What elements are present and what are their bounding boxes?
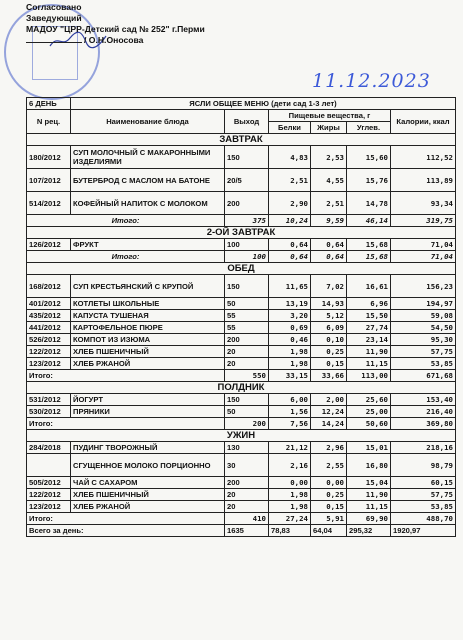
recipe-number: 180/2012 xyxy=(27,146,71,169)
fats-value: 0,25 xyxy=(311,346,347,358)
calories-value: 112,52 xyxy=(391,146,456,169)
calories-value: 153,40 xyxy=(391,394,456,406)
grand-total-output: 1635 xyxy=(225,525,269,537)
menu-table xyxy=(26,97,456,537)
col-output: Выход xyxy=(225,110,269,134)
total-fats: 14,24 xyxy=(311,418,347,430)
proteins-value: 1,56 xyxy=(269,406,311,418)
calories-value: 194,97 xyxy=(391,298,456,310)
dish-name: ФРУКТ xyxy=(71,239,225,251)
dish-name: КАПУСТА ТУШЕНАЯ xyxy=(71,310,225,322)
header-row xyxy=(27,110,456,122)
proteins-value: 3,20 xyxy=(269,310,311,322)
menu-row xyxy=(27,394,456,406)
calories-value: 95,30 xyxy=(391,334,456,346)
fats-value: 6,09 xyxy=(311,322,347,334)
total-output: 550 xyxy=(225,370,269,382)
carbs-value: 16,80 xyxy=(347,454,391,477)
menu-row xyxy=(27,239,456,251)
total-proteins: 0,64 xyxy=(269,251,311,263)
total-carbs: 15,68 xyxy=(347,251,391,263)
proteins-value: 1,98 xyxy=(269,358,311,370)
dish-name: ХЛЕБ РЖАНОЙ xyxy=(71,358,225,370)
proteins-value: 2,16 xyxy=(269,454,311,477)
dish-output: 50 xyxy=(225,406,269,418)
fats-value: 7,02 xyxy=(311,275,347,298)
carbs-value: 11,15 xyxy=(347,501,391,513)
proteins-value: 2,90 xyxy=(269,192,311,215)
dish-output: 55 xyxy=(225,322,269,334)
total-fats: 0,64 xyxy=(311,251,347,263)
dish-name: ЧАЙ С САХАРОМ xyxy=(71,477,225,489)
recipe-number: 401/2012 xyxy=(27,298,71,310)
carbs-value: 25,60 xyxy=(347,394,391,406)
menu-row xyxy=(27,275,456,298)
proteins-value: 0,46 xyxy=(269,334,311,346)
carbs-value: 15,68 xyxy=(347,239,391,251)
dish-output: 20/5 xyxy=(225,169,269,192)
proteins-value: 21,12 xyxy=(269,442,311,454)
proteins-value: 1,98 xyxy=(269,501,311,513)
recipe-number: 530/2012 xyxy=(27,406,71,418)
recipe-number xyxy=(27,454,71,477)
section-title: УЖИН xyxy=(27,430,456,442)
calories-value: 57,75 xyxy=(391,346,456,358)
calories-value: 54,50 xyxy=(391,322,456,334)
dish-name: ХЛЕБ РЖАНОЙ xyxy=(71,501,225,513)
total-fats: 5,91 xyxy=(311,513,347,525)
menu-row xyxy=(27,501,456,513)
proteins-value: 1,98 xyxy=(269,346,311,358)
col-fats: Жиры xyxy=(311,122,347,134)
menu-row xyxy=(27,322,456,334)
fats-value: 0,64 xyxy=(311,239,347,251)
menu-date: 11.12.2023 xyxy=(312,70,431,92)
fats-value: 12,24 xyxy=(311,406,347,418)
approval-header xyxy=(26,2,205,46)
dish-output: 30 xyxy=(225,454,269,477)
carbs-value: 6,96 xyxy=(347,298,391,310)
carbs-value: 27,74 xyxy=(347,322,391,334)
fats-value: 5,12 xyxy=(311,310,347,322)
dish-name: КАРТОФЕЛЬНОЕ ПЮРЕ xyxy=(71,322,225,334)
grand-total-calories: 1920,97 xyxy=(391,525,456,537)
carbs-value: 25,00 xyxy=(347,406,391,418)
menu-row xyxy=(27,146,456,169)
calories-value: 57,75 xyxy=(391,489,456,501)
dish-output: 200 xyxy=(225,192,269,215)
dish-name: СУП КРЕСТЬЯНСКИЙ С КРУПОЙ xyxy=(71,275,225,298)
menu-title-row xyxy=(27,98,456,110)
col-carbs: Углев. xyxy=(347,122,391,134)
dish-name: БУТЕРБРОД С МАСЛОМ НА БАТОНЕ xyxy=(71,169,225,192)
total-proteins: 10,24 xyxy=(269,215,311,227)
recipe-number: 122/2012 xyxy=(27,489,71,501)
proteins-value: 0,00 xyxy=(269,477,311,489)
total-fats: 9,59 xyxy=(311,215,347,227)
menu-row xyxy=(27,442,456,454)
fats-value: 0,25 xyxy=(311,489,347,501)
menu-row xyxy=(27,358,456,370)
carbs-value: 11,90 xyxy=(347,346,391,358)
col-recipe: N рец. xyxy=(27,110,71,134)
grand-total-row xyxy=(27,525,456,537)
recipe-number: 126/2012 xyxy=(27,239,71,251)
approved-label: Согласовано xyxy=(26,2,82,12)
total-output: 375 xyxy=(225,215,269,227)
total-output: 100 xyxy=(225,251,269,263)
dish-output: 150 xyxy=(225,146,269,169)
dish-name: ПУДИНГ ТВОРОЖНЫЙ xyxy=(71,442,225,454)
calories-value: 93,34 xyxy=(391,192,456,215)
calories-value: 156,23 xyxy=(391,275,456,298)
carbs-value: 15,76 xyxy=(347,169,391,192)
proteins-value: 1,98 xyxy=(269,489,311,501)
carbs-value: 23,14 xyxy=(347,334,391,346)
dish-name: ПРЯНИКИ xyxy=(71,406,225,418)
dish-name: ХЛЕБ ПШЕНИЧНЫЙ xyxy=(71,489,225,501)
fats-value: 2,53 xyxy=(311,146,347,169)
menu-row xyxy=(27,406,456,418)
col-proteins: Белки xyxy=(269,122,311,134)
total-proteins: 27,24 xyxy=(269,513,311,525)
recipe-number: 107/2012 xyxy=(27,169,71,192)
col-calories: Калории, ккал xyxy=(391,110,456,134)
recipe-number: 514/2012 xyxy=(27,192,71,215)
menu-row xyxy=(27,192,456,215)
carbs-value: 11,90 xyxy=(347,489,391,501)
menu-row xyxy=(27,489,456,501)
section-total-row xyxy=(27,418,456,430)
total-calories: 369,80 xyxy=(391,418,456,430)
menu-row xyxy=(27,334,456,346)
day-label: 6 ДЕНЬ xyxy=(27,98,71,110)
total-proteins: 33,15 xyxy=(269,370,311,382)
menu-row xyxy=(27,310,456,322)
proteins-value: 11,65 xyxy=(269,275,311,298)
dish-output: 55 xyxy=(225,310,269,322)
menu-row xyxy=(27,298,456,310)
dish-output: 20 xyxy=(225,346,269,358)
dish-name: СГУЩЕННОЕ МОЛОКО ПОРЦИОННО xyxy=(71,454,225,477)
calories-value: 216,40 xyxy=(391,406,456,418)
fats-value: 2,55 xyxy=(311,454,347,477)
dish-output: 20 xyxy=(225,501,269,513)
fats-value: 0,15 xyxy=(311,358,347,370)
menu-row xyxy=(27,454,456,477)
total-label: Итого: xyxy=(27,418,225,430)
section-total-row xyxy=(27,513,456,525)
calories-value: 113,89 xyxy=(391,169,456,192)
section-header xyxy=(27,227,456,239)
dish-output: 100 xyxy=(225,239,269,251)
grand-total-fats: 64,04 xyxy=(311,525,347,537)
dish-output: 20 xyxy=(225,358,269,370)
col-nutrients: Пищевые вещества, г xyxy=(269,110,391,122)
proteins-value: 0,69 xyxy=(269,322,311,334)
dish-name: КОТЛЕТЫ ШКОЛЬНЫЕ xyxy=(71,298,225,310)
section-total-row xyxy=(27,251,456,263)
recipe-number: 123/2012 xyxy=(27,358,71,370)
dish-name: СУП МОЛОЧНЫЙ С МАКАРОННЫМИ ИЗДЕЛИЯМИ xyxy=(71,146,225,169)
grand-total-carbs: 295,32 xyxy=(347,525,391,537)
grand-total-label: Всего за день: xyxy=(27,525,225,537)
section-title: ПОЛДНИК xyxy=(27,382,456,394)
total-label: Итого: xyxy=(27,370,225,382)
total-carbs: 113,00 xyxy=(347,370,391,382)
calories-value: 59,08 xyxy=(391,310,456,322)
fats-value: 14,93 xyxy=(311,298,347,310)
organization-label: МАДОУ "ЦРР-Детский сад № 252" г.Перми xyxy=(26,24,205,34)
proteins-value: 0,64 xyxy=(269,239,311,251)
fats-value: 0,15 xyxy=(311,501,347,513)
position-label: Заведующий xyxy=(26,13,82,23)
fats-value: 2,96 xyxy=(311,442,347,454)
total-output: 410 xyxy=(225,513,269,525)
grand-total-proteins: 78,83 xyxy=(269,525,311,537)
proteins-value: 13,19 xyxy=(269,298,311,310)
dish-name: КОФЕЙНЫЙ НАПИТОК С МОЛОКОМ xyxy=(71,192,225,215)
recipe-number: 284/2018 xyxy=(27,442,71,454)
proteins-value: 4,83 xyxy=(269,146,311,169)
section-total-row xyxy=(27,215,456,227)
total-label: Итого: xyxy=(27,251,225,263)
proteins-value: 2,51 xyxy=(269,169,311,192)
calories-value: 53,85 xyxy=(391,501,456,513)
dish-output: 150 xyxy=(225,394,269,406)
dish-output: 50 xyxy=(225,298,269,310)
fats-value: 2,51 xyxy=(311,192,347,215)
dish-name: ХЛЕБ ПШЕНИЧНЫЙ xyxy=(71,346,225,358)
carbs-value: 14,78 xyxy=(347,192,391,215)
menu-title: ЯСЛИ ОБЩЕЕ МЕНЮ (дети сад 1-3 лет) xyxy=(71,98,456,110)
carbs-value: 15,04 xyxy=(347,477,391,489)
calories-value: 71,04 xyxy=(391,239,456,251)
recipe-number: 123/2012 xyxy=(27,501,71,513)
section-header xyxy=(27,382,456,394)
total-label: Итого: xyxy=(27,513,225,525)
carbs-value: 15,01 xyxy=(347,442,391,454)
carbs-value: 15,60 xyxy=(347,146,391,169)
total-calories: 319,75 xyxy=(391,215,456,227)
fats-value: 0,00 xyxy=(311,477,347,489)
section-header xyxy=(27,134,456,146)
col-dish: Наименование блюда xyxy=(71,110,225,134)
recipe-number: 441/2012 xyxy=(27,322,71,334)
menu-row xyxy=(27,346,456,358)
dish-output: 150 xyxy=(225,275,269,298)
recipe-number: 168/2012 xyxy=(27,275,71,298)
dish-output: 200 xyxy=(225,334,269,346)
carbs-value: 16,61 xyxy=(347,275,391,298)
section-total-row xyxy=(27,370,456,382)
total-proteins: 7,56 xyxy=(269,418,311,430)
proteins-value: 6,00 xyxy=(269,394,311,406)
section-title: ОБЕД xyxy=(27,263,456,275)
total-carbs: 46,14 xyxy=(347,215,391,227)
signer-line xyxy=(26,35,205,46)
dish-name: ЙОГУРТ xyxy=(71,394,225,406)
total-carbs: 69,90 xyxy=(347,513,391,525)
total-fats: 33,66 xyxy=(311,370,347,382)
total-calories: 488,70 xyxy=(391,513,456,525)
calories-value: 98,79 xyxy=(391,454,456,477)
menu-row xyxy=(27,169,456,192)
calories-value: 60,15 xyxy=(391,477,456,489)
dish-output: 130 xyxy=(225,442,269,454)
fats-value: 0,10 xyxy=(311,334,347,346)
total-carbs: 50,60 xyxy=(347,418,391,430)
dish-output: 200 xyxy=(225,477,269,489)
carbs-value: 11,15 xyxy=(347,358,391,370)
recipe-number: 435/2012 xyxy=(27,310,71,322)
dish-name: КОМПОТ ИЗ ИЗЮМА xyxy=(71,334,225,346)
section-title: ЗАВТРАК xyxy=(27,134,456,146)
section-header xyxy=(27,263,456,275)
section-header xyxy=(27,430,456,442)
calories-value: 53,85 xyxy=(391,358,456,370)
fats-value: 4,55 xyxy=(311,169,347,192)
section-title: 2-ОЙ ЗАВТРАК xyxy=(27,227,456,239)
menu-row xyxy=(27,477,456,489)
recipe-number: 505/2012 xyxy=(27,477,71,489)
total-output: 200 xyxy=(225,418,269,430)
recipe-number: 122/2012 xyxy=(27,346,71,358)
calories-value: 218,16 xyxy=(391,442,456,454)
menu-body xyxy=(27,134,456,537)
fats-value: 2,00 xyxy=(311,394,347,406)
signer-name: / О.Н.Оносова xyxy=(84,35,144,45)
total-calories: 71,04 xyxy=(391,251,456,263)
total-calories: 671,68 xyxy=(391,370,456,382)
carbs-value: 15,50 xyxy=(347,310,391,322)
total-label: Итого: xyxy=(27,215,225,227)
recipe-number: 526/2012 xyxy=(27,334,71,346)
dish-output: 20 xyxy=(225,489,269,501)
recipe-number: 531/2012 xyxy=(27,394,71,406)
